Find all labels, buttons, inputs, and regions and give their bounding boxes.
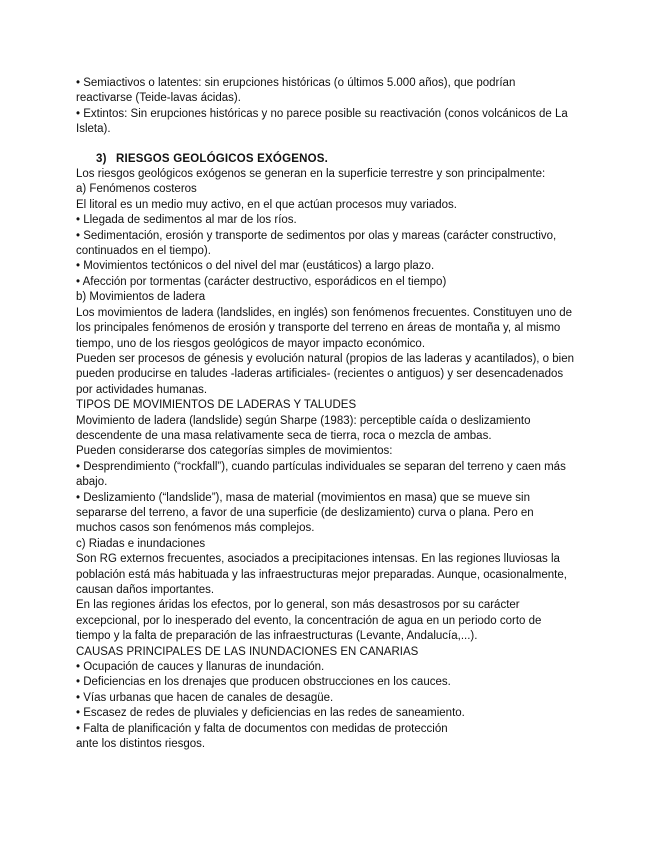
paragraph-rg-externos: Son RG externos frecuentes, asociados a precipitaciones intensas. En las regiones lluviosas la población está más habituada y las infraestructuras mejor preparadas. Aunque, ocasionalmente, causan daños importantes. — [76, 553, 567, 596]
paragraph-sharpe: Movimiento de ladera (landslide) según Sharpe (1983): perceptible caída o deslizamiento descendente de una masa relativamente seca de tierra, roca o mezcla de ambas. — [76, 414, 531, 442]
subheading-causas-principales: CAUSAS PRINCIPALES DE LAS INUNDACIONES EN CANARIAS — [76, 645, 419, 658]
paragraph-landslides: Los movimientos de ladera (landslides, en inglés) son fenómenos frecuentes. Constituyen uno de los principales fenómenos de erosión y transporte del terreno en áreas de montaña y, al mismo tiempo, uno de los riesgos geológicos de mayor impacto económico. — [76, 306, 573, 350]
bullet-vias-urbanas: • Vías urbanas que hacen de canales de desagüe. — [76, 691, 334, 704]
document-page — [76, 76, 574, 752]
subheading-movimientos-ladera: b) Movimientos de ladera — [76, 291, 206, 304]
section-number: 3) — [96, 152, 107, 165]
bullet-semiactivos: • Semiactivos o latentes: sin erupciones históricas (o últimos 5.000 años), que podrían reactivarse (Teide-lavas ácidas). — [76, 77, 516, 105]
bullet-ocupacion-cauces: • Ocupación de cauces y llanuras de inundación. — [76, 661, 325, 674]
subheading-fenomenos-costeros: a) Fenómenos costeros — [76, 183, 197, 196]
bullet-falta-planificacion: • Falta de planificación y falta de documentos con medidas de protección — [76, 722, 448, 735]
bullet-deslizamiento: • Deslizamiento (“landslide”), masa de material (movimientos en masa) que se mueve sin separarse del terreno, a favor de una superficie (de deslizamiento) curva o plana. Pero en muchos casos son fenómenos más complejos. — [76, 491, 534, 535]
line-distintos-riesgos: ante los distintos riesgos. — [76, 738, 206, 751]
bullet-movimientos-tectonicos: • Movimientos tectónicos o del nivel del mar (eustáticos) a largo plazo. — [76, 260, 435, 273]
paragraph-categorias: Pueden considerarse dos categorías simples de movimientos: — [76, 445, 393, 458]
subheading-riadas: c) Riadas e inundaciones — [76, 537, 206, 550]
bullet-desprendimiento: • Desprendimiento (“rockfall”), cuando partículas individuales se separan del terreno y caen más abajo. — [76, 460, 566, 489]
bullet-extintos: • Extintos: Sin erupciones históricas y no parece posible su reactivación (conos volcánicos de La Isleta). — [76, 107, 568, 136]
bullet-sedimentacion: • Sedimentación, erosión y transporte de sedimentos por olas y mareas (carácter constructivo, continuados en el tiempo). — [76, 229, 557, 258]
paragraph-procesos: Pueden ser procesos de génesis y evolución natural (propios de las laderas y acantilados), o bien pueden producirse en taludes -laderas artificiales- (recientes o antiguos) y ser desencadenados por actividades humanas. — [76, 352, 574, 396]
section-heading — [76, 152, 574, 167]
bullet-deficiencias-drenajes: • Deficiencias en los drenajes que producen obstrucciones en los cauces. — [76, 676, 451, 689]
section-title: RIESGOS GEOLÓGICOS EXÓGENOS. — [116, 152, 328, 165]
subheading-tipos-movimientos: TIPOS DE MOVIMIENTOS DE LADERAS Y TALUDES — [76, 399, 357, 412]
paragraph-regiones-aridas: En las regiones áridas los efectos, por lo general, son más desastrosos por su carácter excepcional, por lo inesperado del evento, la concentración de agua en un periodo corto de tiempo y la falta de preparación de las infraestructuras (Levante, Andalucía,...). — [76, 599, 542, 643]
bullet-escasez-redes: • Escasez de redes de pluviales y deficiencias en las redes de saneamiento. — [76, 707, 465, 720]
bullet-llegada-sedimentos: • Llegada de sedimentos al mar de los ríos. — [76, 214, 297, 227]
bullet-afeccion-tormentas: • Afección por tormentas (carácter destructivo, esporádicos en el tiempo) — [76, 275, 447, 288]
paragraph-litoral: El litoral es un medio muy activo, en el que actúan procesos muy variados. — [76, 198, 457, 211]
paragraph-intro: Los riesgos geológicos exógenos se generan en la superficie terrestre y son principalmente: — [76, 168, 546, 181]
